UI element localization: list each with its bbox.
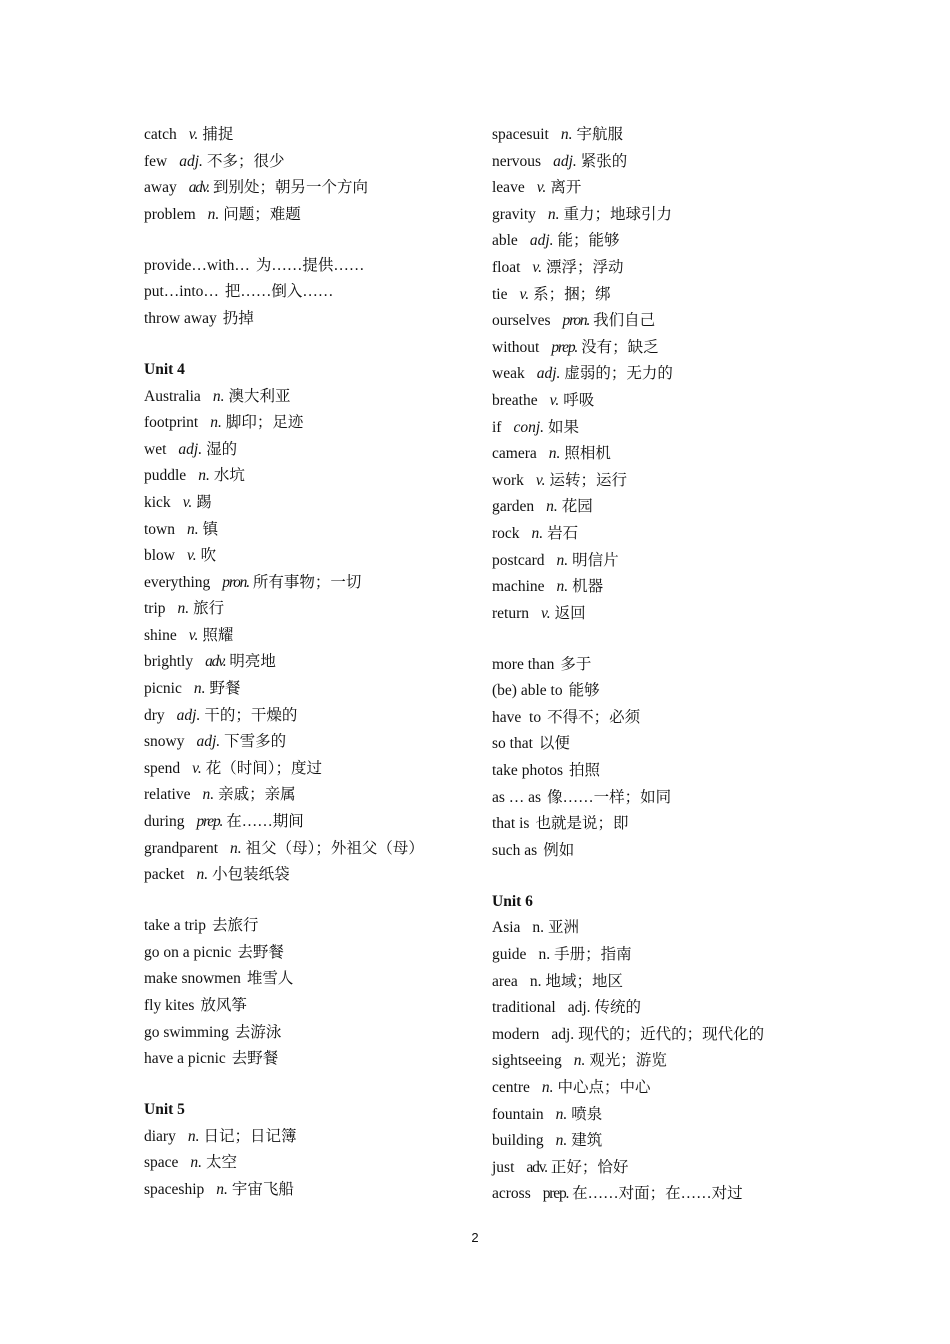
part-of-speech: prep. [551, 338, 578, 356]
vocab-word: shine [144, 626, 177, 644]
vocab-entry [492, 415, 912, 442]
phrase-meaning: 例如 [543, 841, 575, 859]
part-of-speech: v. [519, 285, 530, 303]
vocab-entry [492, 969, 912, 996]
part-of-speech: adj. [551, 1025, 575, 1043]
phrase-entry [492, 731, 912, 758]
vocab-word: gravity [492, 205, 536, 223]
vocab-word: few [144, 152, 168, 170]
vocab-meaning: 祖父（母）；外祖父（母） [245, 839, 424, 857]
vocab-meaning: 亲戚；亲属 [218, 786, 296, 804]
vocab-entry [492, 995, 912, 1022]
vocab-meaning: 干的；干燥的 [204, 706, 298, 724]
part-of-speech: adj. [529, 232, 554, 250]
vocab-word: spacesuit [492, 126, 549, 143]
vocab-entry [144, 517, 474, 544]
vocab-entry [144, 490, 474, 517]
vocab-entry [144, 676, 474, 703]
phrase-text: go on a picnic [144, 943, 232, 961]
vocab-entry [492, 282, 912, 309]
vocab-meaning: 捕捉 [202, 126, 234, 143]
vocab-meaning: 漂浮；浮动 [546, 258, 624, 276]
vocab-entry [144, 1177, 474, 1204]
vocab-word: picnic [144, 680, 182, 698]
phrase-meaning: 放风筝 [200, 996, 247, 1014]
part-of-speech: n. [547, 205, 560, 223]
vocab-entry [144, 463, 474, 490]
phrase-meaning: 把……倒入…… [224, 283, 334, 301]
vocab-meaning: 脚印；足迹 [225, 414, 304, 432]
vocab-meaning: 野餐 [209, 680, 241, 698]
vocab-meaning: 地域；地区 [545, 972, 623, 990]
part-of-speech: n. [556, 551, 569, 569]
part-of-speech: n. [177, 600, 190, 618]
part-of-speech: adv. [188, 179, 210, 197]
vocab-word: area [492, 972, 518, 990]
vocab-word: leave [492, 179, 525, 197]
vocab-entry [492, 521, 912, 548]
vocab-meaning: 宇航服 [576, 126, 623, 143]
vocab-entry [492, 1181, 912, 1208]
vocab-entry [492, 308, 912, 335]
part-of-speech: v. [182, 493, 193, 511]
vocab-word: building [492, 1132, 544, 1150]
part-of-speech: n. [210, 414, 222, 432]
vocab-entry [492, 1128, 912, 1155]
vocab-meaning: 明信片 [572, 551, 619, 569]
phrase-text: (be) able to [492, 682, 563, 700]
vocab-meaning: 太空 [206, 1154, 238, 1172]
part-of-speech: adv. [205, 653, 226, 671]
vocab-meaning: 运转；运行 [549, 471, 627, 489]
vocab-word: packet [144, 866, 185, 884]
vocab-meaning: 如果 [548, 418, 580, 436]
phrase-text: so that [492, 735, 533, 753]
phrase-text: make snowmen [144, 970, 241, 988]
phrase-text: throw away [144, 309, 217, 327]
vocab-meaning: 系；捆；绑 [533, 285, 611, 303]
vocab-meaning: 现代的；近代的；现代化的 [578, 1025, 765, 1043]
part-of-speech: n. [212, 387, 225, 405]
phrase-meaning: 去游泳 [234, 1023, 282, 1041]
phrase-entry [144, 1020, 474, 1047]
vocab-meaning: 旅行 [193, 600, 225, 618]
vocab-word: nervous [492, 152, 542, 170]
vocab-entry [144, 703, 474, 730]
vocab-word: Asia [492, 919, 521, 937]
phrase-entry [144, 940, 474, 967]
part-of-speech: n. [207, 205, 220, 223]
phrase-entry [144, 279, 474, 306]
part-of-speech: v. [536, 179, 547, 197]
vocab-entry [492, 441, 912, 468]
part-of-speech: n. [202, 786, 215, 804]
vocab-meaning: 花（时间）；度过 [205, 759, 323, 777]
vocab-entry [492, 915, 912, 942]
vocab-word: footprint [144, 414, 199, 432]
phrase-meaning: 去野餐 [237, 943, 284, 961]
phrase-text: such as [492, 841, 538, 859]
part-of-speech: n. [529, 972, 542, 990]
vocab-word: machine [492, 578, 545, 596]
part-of-speech: n. [555, 1105, 568, 1123]
phrase-meaning: 能够 [568, 682, 600, 700]
vocab-entry [492, 361, 912, 388]
part-of-speech: n. [532, 919, 545, 937]
vocab-meaning: 正好；恰好 [550, 1158, 629, 1176]
part-of-speech: v. [541, 604, 551, 622]
vocab-entry [144, 1150, 474, 1177]
unit-heading: Unit 5 [144, 1101, 185, 1119]
part-of-speech: v. [192, 759, 202, 777]
vocab-entry [144, 596, 474, 623]
vocab-meaning: 下雪多的 [224, 733, 287, 751]
vocab-entry [492, 175, 912, 202]
vocab-meaning: 虚弱的；无力的 [564, 365, 673, 383]
part-of-speech: n. [187, 520, 199, 538]
part-of-speech: v. [188, 126, 199, 143]
vocab-meaning: 喷泉 [571, 1105, 603, 1123]
vocab-entry [492, 494, 912, 521]
vocab-word: blow [144, 547, 175, 565]
phrase-text: take photos [492, 762, 564, 780]
phrase-entry [492, 652, 912, 679]
phrase-meaning: 去野餐 [231, 1050, 279, 1068]
phrase-meaning: 多于 [560, 655, 592, 673]
part-of-speech: n. [541, 1078, 554, 1096]
vocab-meaning: 在……期间 [226, 813, 304, 831]
section-gap [144, 228, 474, 252]
phrase-text: go swimming [144, 1023, 229, 1041]
phrase-entry [492, 705, 912, 732]
phrase-entry [144, 993, 474, 1020]
vocab-entry [144, 1124, 474, 1151]
vocab-word: away [144, 179, 177, 197]
vocab-meaning: 能；能够 [557, 232, 620, 250]
vocab-word: camera [492, 445, 537, 463]
vocab-entry [144, 122, 474, 149]
vocab-entry [144, 410, 474, 437]
vocab-meaning: 返回 [554, 604, 586, 622]
vocab-entry [144, 202, 474, 229]
vocab-entry [144, 623, 474, 650]
section-gap [144, 1073, 474, 1097]
vocab-word: just [492, 1158, 515, 1176]
part-of-speech: n. [548, 445, 561, 463]
phrase-text: put…into… [144, 283, 219, 301]
part-of-speech: n. [546, 498, 558, 516]
vocab-word: problem [144, 205, 196, 223]
part-of-speech: n. [556, 578, 569, 596]
page-number: 2 [471, 1230, 479, 1245]
phrase-entry [144, 253, 474, 280]
vocab-entry [492, 1155, 912, 1182]
part-of-speech: n. [196, 866, 209, 884]
vocab-word: everything [144, 573, 211, 591]
part-of-speech: adj. [536, 365, 561, 383]
vocab-meaning: 岩石 [547, 524, 579, 542]
part-of-speech: v. [188, 626, 199, 644]
vocab-entry [144, 729, 474, 756]
vocab-entry [144, 862, 474, 889]
vocab-word: centre [492, 1078, 530, 1096]
vocab-meaning: 宇宙飞船 [231, 1180, 294, 1198]
vocab-entry [144, 809, 474, 836]
vocab-entry [144, 782, 474, 809]
phrase-entry [492, 811, 912, 838]
vocab-meaning: 在……对面；在……对过 [572, 1185, 743, 1203]
phrase-entry [144, 913, 474, 940]
part-of-speech: adj. [196, 733, 221, 751]
vocab-word: fountain [492, 1105, 544, 1123]
vocab-entry [492, 335, 912, 362]
vocab-meaning: 日记；日记簿 [203, 1127, 297, 1145]
vocab-meaning: 重力；地球引力 [563, 205, 673, 223]
phrase-meaning: 为……提供…… [255, 256, 365, 274]
vocab-word: breathe [492, 391, 538, 409]
vocab-word: float [492, 258, 521, 276]
vocab-meaning: 呼吸 [563, 391, 595, 409]
part-of-speech: adj. [178, 440, 203, 458]
vocab-meaning: 所有事物；一切 [252, 573, 362, 591]
part-of-speech: n. [193, 680, 206, 698]
vocab-entry [492, 942, 912, 969]
phrase-text: take a trip [144, 917, 206, 935]
part-of-speech: pron. [562, 312, 590, 330]
vocab-word: without [492, 338, 540, 356]
vocab-meaning: 小包装纸袋 [212, 866, 290, 884]
vocab-entry [492, 255, 912, 282]
phrase-entry [492, 785, 912, 812]
phrase-text: more than [492, 655, 555, 673]
vocab-meaning: 手册；指南 [554, 946, 632, 963]
vocab-entry [144, 570, 474, 597]
vocabulary-column-left [144, 122, 474, 1204]
vocab-meaning: 不多；很少 [206, 152, 285, 170]
vocab-meaning: 我们自己 [593, 312, 656, 330]
vocab-meaning: 到别处；朝另一个方向 [213, 179, 369, 197]
vocab-meaning: 明亮地 [229, 653, 276, 671]
vocab-word: able [492, 232, 518, 250]
part-of-speech: v. [549, 391, 560, 409]
vocab-word: guide [492, 946, 527, 963]
vocab-meaning: 中心点；中心 [557, 1078, 651, 1096]
part-of-speech: n. [216, 1180, 228, 1198]
phrase-meaning: 扔掉 [222, 309, 254, 327]
vocab-word: town [144, 520, 175, 538]
vocab-meaning: 紧张的 [580, 152, 628, 170]
part-of-speech: v. [535, 471, 546, 489]
vocab-word: diary [144, 1127, 176, 1145]
vocabulary-column-right [492, 122, 912, 1208]
phrase-meaning: 以便 [538, 735, 570, 753]
vocab-meaning: 机器 [572, 578, 604, 596]
vocab-word: tie [492, 285, 508, 303]
vocab-word: postcard [492, 551, 545, 569]
phrase-entry [144, 1046, 474, 1073]
unit-heading: Unit 6 [492, 892, 533, 910]
part-of-speech: pron. [222, 573, 249, 591]
vocab-word: if [492, 418, 502, 436]
part-of-speech: n. [190, 1154, 203, 1172]
vocab-entry [144, 543, 474, 570]
part-of-speech: v. [532, 258, 543, 276]
vocab-word: across [492, 1185, 531, 1203]
vocab-word: spaceship [144, 1180, 205, 1198]
vocab-word: Australia [144, 387, 201, 405]
vocab-meaning: 湿的 [206, 440, 238, 458]
part-of-speech: adj. [553, 152, 577, 170]
phrase-text: have to [492, 708, 542, 726]
phrase-text: fly kites [144, 996, 195, 1014]
phrase-meaning: 去旅行 [211, 917, 259, 935]
part-of-speech: conj. [513, 418, 545, 436]
vocab-word: spend [144, 759, 181, 777]
phrase-meaning: 也就是说；即 [535, 815, 629, 833]
phrase-entry [492, 838, 912, 865]
vocab-meaning: 亚洲 [548, 919, 580, 937]
part-of-speech: adv. [526, 1158, 547, 1176]
vocab-meaning: 离开 [550, 179, 582, 197]
section-gap [492, 627, 912, 651]
section-gap [144, 889, 474, 913]
vocab-entry [492, 1048, 912, 1075]
part-of-speech: n. [573, 1052, 586, 1070]
phrase-entry [492, 678, 912, 705]
phrase-meaning: 像……一样；如同 [547, 788, 672, 806]
vocab-meaning: 镇 [202, 520, 219, 538]
vocab-entry [492, 548, 912, 575]
vocab-meaning: 踢 [196, 493, 212, 511]
vocab-meaning: 吹 [200, 547, 217, 565]
part-of-speech: v. [187, 547, 197, 565]
vocab-word: grandparent [144, 839, 219, 857]
phrase-meaning: 拍照 [569, 762, 601, 780]
vocab-entry [492, 1022, 912, 1049]
phrase-text: have a picnic [144, 1050, 226, 1068]
vocab-meaning: 照耀 [202, 626, 234, 644]
vocab-word: wet [144, 440, 167, 458]
vocab-meaning: 花园 [561, 498, 593, 516]
part-of-speech: prep. [196, 813, 223, 831]
vocab-entry [492, 1075, 912, 1102]
vocab-word: kick [144, 493, 171, 511]
vocab-word: rock [492, 524, 520, 542]
vocab-word: trip [144, 600, 166, 618]
vocab-entry [492, 149, 912, 176]
section-gap [492, 864, 912, 888]
vocab-word: traditional [492, 999, 556, 1017]
vocab-entry [492, 202, 912, 229]
phrase-entry [144, 966, 474, 993]
vocab-meaning: 没有；缺乏 [581, 338, 659, 356]
phrase-meaning: 堆雪人 [246, 970, 294, 988]
vocab-entry [492, 228, 912, 255]
part-of-speech: n. [187, 1127, 200, 1145]
phrase-entry [492, 758, 912, 785]
vocab-word: return [492, 604, 530, 622]
vocab-word: snowy [144, 733, 185, 751]
vocab-entry [492, 388, 912, 415]
part-of-speech: n. [560, 126, 573, 143]
phrase-text: provide…with… [144, 256, 250, 274]
vocab-entry [144, 384, 474, 411]
vocab-word: during [144, 813, 185, 831]
unit-heading: Unit 4 [144, 360, 185, 378]
part-of-speech: adj. [176, 706, 201, 724]
section-gap [144, 333, 474, 357]
vocab-entry [144, 437, 474, 464]
phrase-entry [144, 306, 474, 333]
phrase-text: as … as [492, 788, 542, 806]
vocab-word: garden [492, 498, 535, 516]
vocab-word: work [492, 471, 524, 489]
part-of-speech: n. [531, 524, 544, 542]
vocab-meaning: 照相机 [564, 445, 611, 463]
part-of-speech: n. [555, 1132, 568, 1150]
phrase-meaning: 不得不；必须 [547, 708, 641, 726]
vocab-entry [492, 601, 912, 628]
vocab-entry [144, 175, 474, 202]
vocab-meaning: 问题；难题 [223, 205, 301, 223]
vocab-word: ourselves [492, 312, 551, 330]
vocab-entry [492, 468, 912, 495]
part-of-speech: adj. [179, 152, 203, 170]
part-of-speech: n. [538, 946, 551, 963]
vocab-entry [492, 1102, 912, 1129]
part-of-speech: n. [198, 467, 210, 485]
vocab-word: sightseeing [492, 1052, 562, 1070]
vocab-entry [144, 756, 474, 783]
vocab-word: dry [144, 706, 165, 724]
vocab-word: catch [144, 126, 177, 143]
part-of-speech: n. [230, 839, 242, 857]
part-of-speech: prep. [542, 1185, 569, 1203]
phrase-text: that is [492, 815, 530, 833]
vocab-entry [492, 122, 912, 149]
vocab-meaning: 澳大利亚 [228, 387, 291, 405]
vocab-meaning: 观光；游览 [589, 1052, 667, 1070]
part-of-speech: adj. [567, 999, 591, 1017]
vocab-meaning: 水坑 [213, 467, 245, 485]
vocab-entry [144, 149, 474, 176]
vocab-word: relative [144, 786, 191, 804]
vocab-word: puddle [144, 467, 187, 485]
vocab-entry [492, 574, 912, 601]
vocab-meaning: 建筑 [571, 1132, 603, 1150]
vocab-word: modern [492, 1025, 540, 1043]
vocab-word: weak [492, 365, 525, 383]
vocab-entry [144, 649, 474, 676]
vocab-meaning: 传统的 [594, 999, 642, 1017]
vocab-entry [144, 836, 474, 863]
vocab-word: brightly [144, 653, 194, 671]
vocab-word: space [144, 1154, 179, 1172]
